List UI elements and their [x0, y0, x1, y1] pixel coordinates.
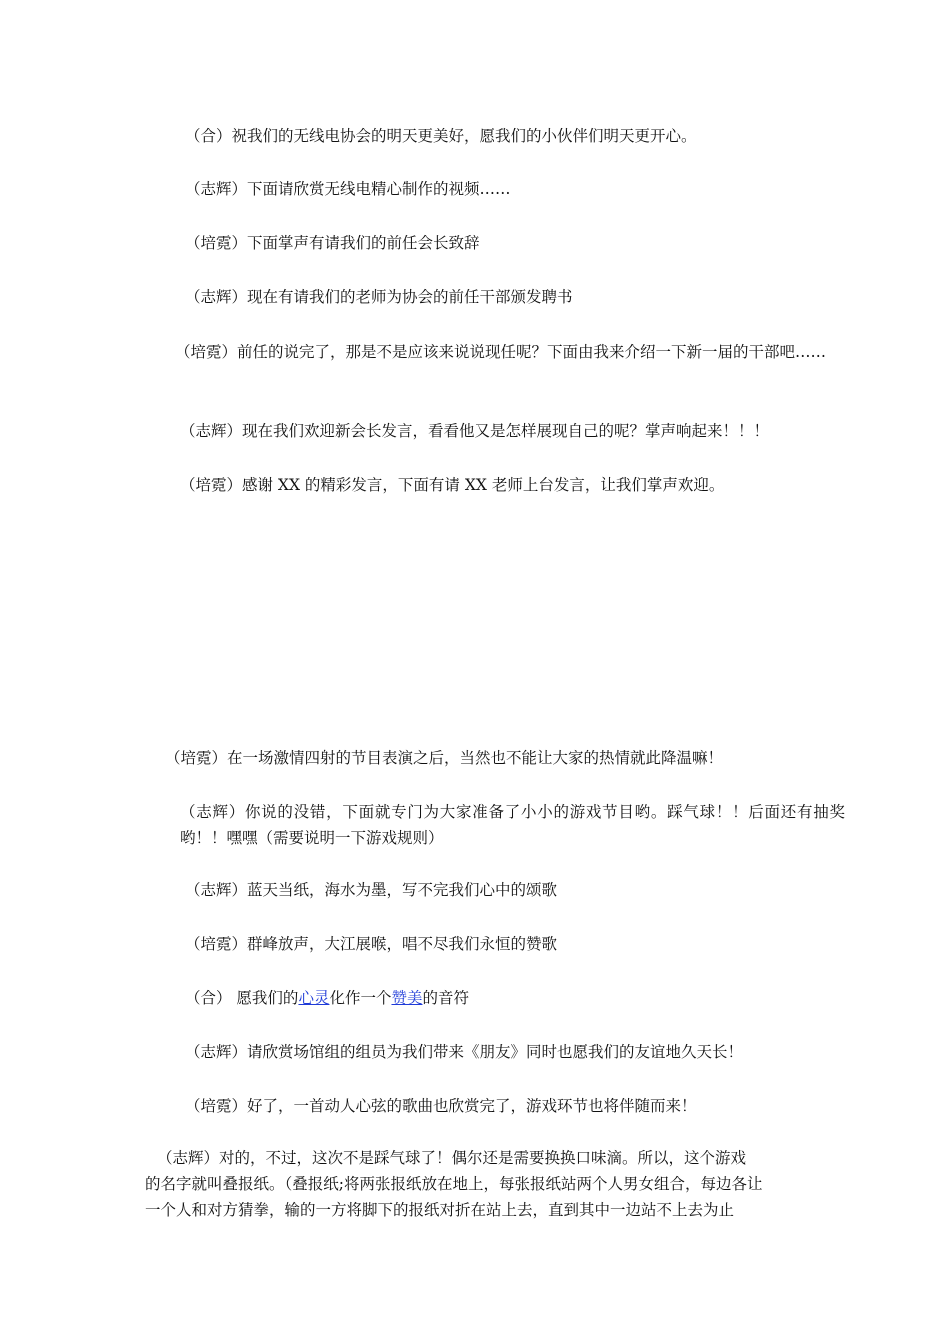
paragraph-peini-new-officers: （培霓）前任的说完了，那是不是应该来说说现任呢？下面由我来介绍一下新一届的干部吧……	[175, 343, 827, 361]
paragraph-zhihui-game: （志辉）你说的没错，下面就专门为大家准备了小小的游戏节目哟。踩气球！！后面还有抽奖哟！！嘿嘿（需要说明一下游戏规则）	[180, 803, 845, 847]
paragraph-peini-keep-warm: （培霓）在一场激情四射的节目表演之后，当然也不能让大家的热情就此降温嘛！	[165, 749, 724, 767]
he-suffix-text: 的音符	[422, 989, 469, 1007]
paragraph-zhihui-newspaper-line2: 的名字就叫叠报纸。（叠报纸;将两张报纸放在地上，每张报纸站两个人男女组合，每边各让	[145, 1175, 763, 1193]
paragraph-peini-teacher-speech: （培霓）感谢 XX 的精彩发言，下面有请 XX 老师上台发言，让我们掌声欢迎。	[180, 476, 725, 494]
paragraph-peini-game-coming: （培霓）好了，一首动人心弦的歌曲也欣赏完了，游戏环节也将伴随而来！	[185, 1097, 697, 1115]
paragraph-zhihui-friends-song: （志辉）请欣赏场馆组的组员为我们带来《朋友》同时也愿我们的友谊地久天长！	[185, 1043, 744, 1061]
paragraph-zhihui-new-president: （志辉）现在我们欢迎新会长发言，看看他又是怎样展现自己的呢？掌声响起来！！！	[180, 422, 770, 440]
paragraph-peini-former-president: （培霓）下面掌声有请我们的前任会长致辞	[185, 234, 480, 252]
he-middle-text: 化作一个	[329, 989, 392, 1007]
he-prefix-text: （合） 愿我们的	[185, 989, 299, 1007]
paragraph-he-soul	[145, 985, 850, 1011]
link-zanmei[interactable]: 赞美	[391, 989, 423, 1007]
paragraph-zhihui-newspaper-line3: 一个人和对方猜拳，输的一方将脚下的报纸对折在站上去，直到其中一边站不上去为止	[145, 1201, 735, 1219]
paragraph-peini-mountains: （培霓）群峰放声，大江展喉，唱不尽我们永恒的赞歌	[185, 935, 558, 953]
paragraph-zhihui-blue-sky: （志辉）蓝天当纸，海水为墨，写不完我们心中的颂歌	[185, 881, 558, 899]
link-xinling[interactable]: 心灵	[298, 989, 330, 1007]
paragraph-zhihui-newspaper-line1: （志辉）对的，不过，这次不是踩气球了！偶尔还是需要换换口味滴。所以，这个游戏	[157, 1149, 747, 1167]
paragraph-zhihui-certificates: （志辉）现在有请我们的老师为协会的前任干部颁发聘书	[185, 288, 573, 306]
paragraph-he-wish: （合）祝我们的无线电协会的明天更美好，愿我们的小伙伴们明天更开心。	[185, 127, 697, 145]
paragraph-zhihui-video: （志辉）下面请欣赏无线电精心制作的视频……	[185, 180, 511, 198]
